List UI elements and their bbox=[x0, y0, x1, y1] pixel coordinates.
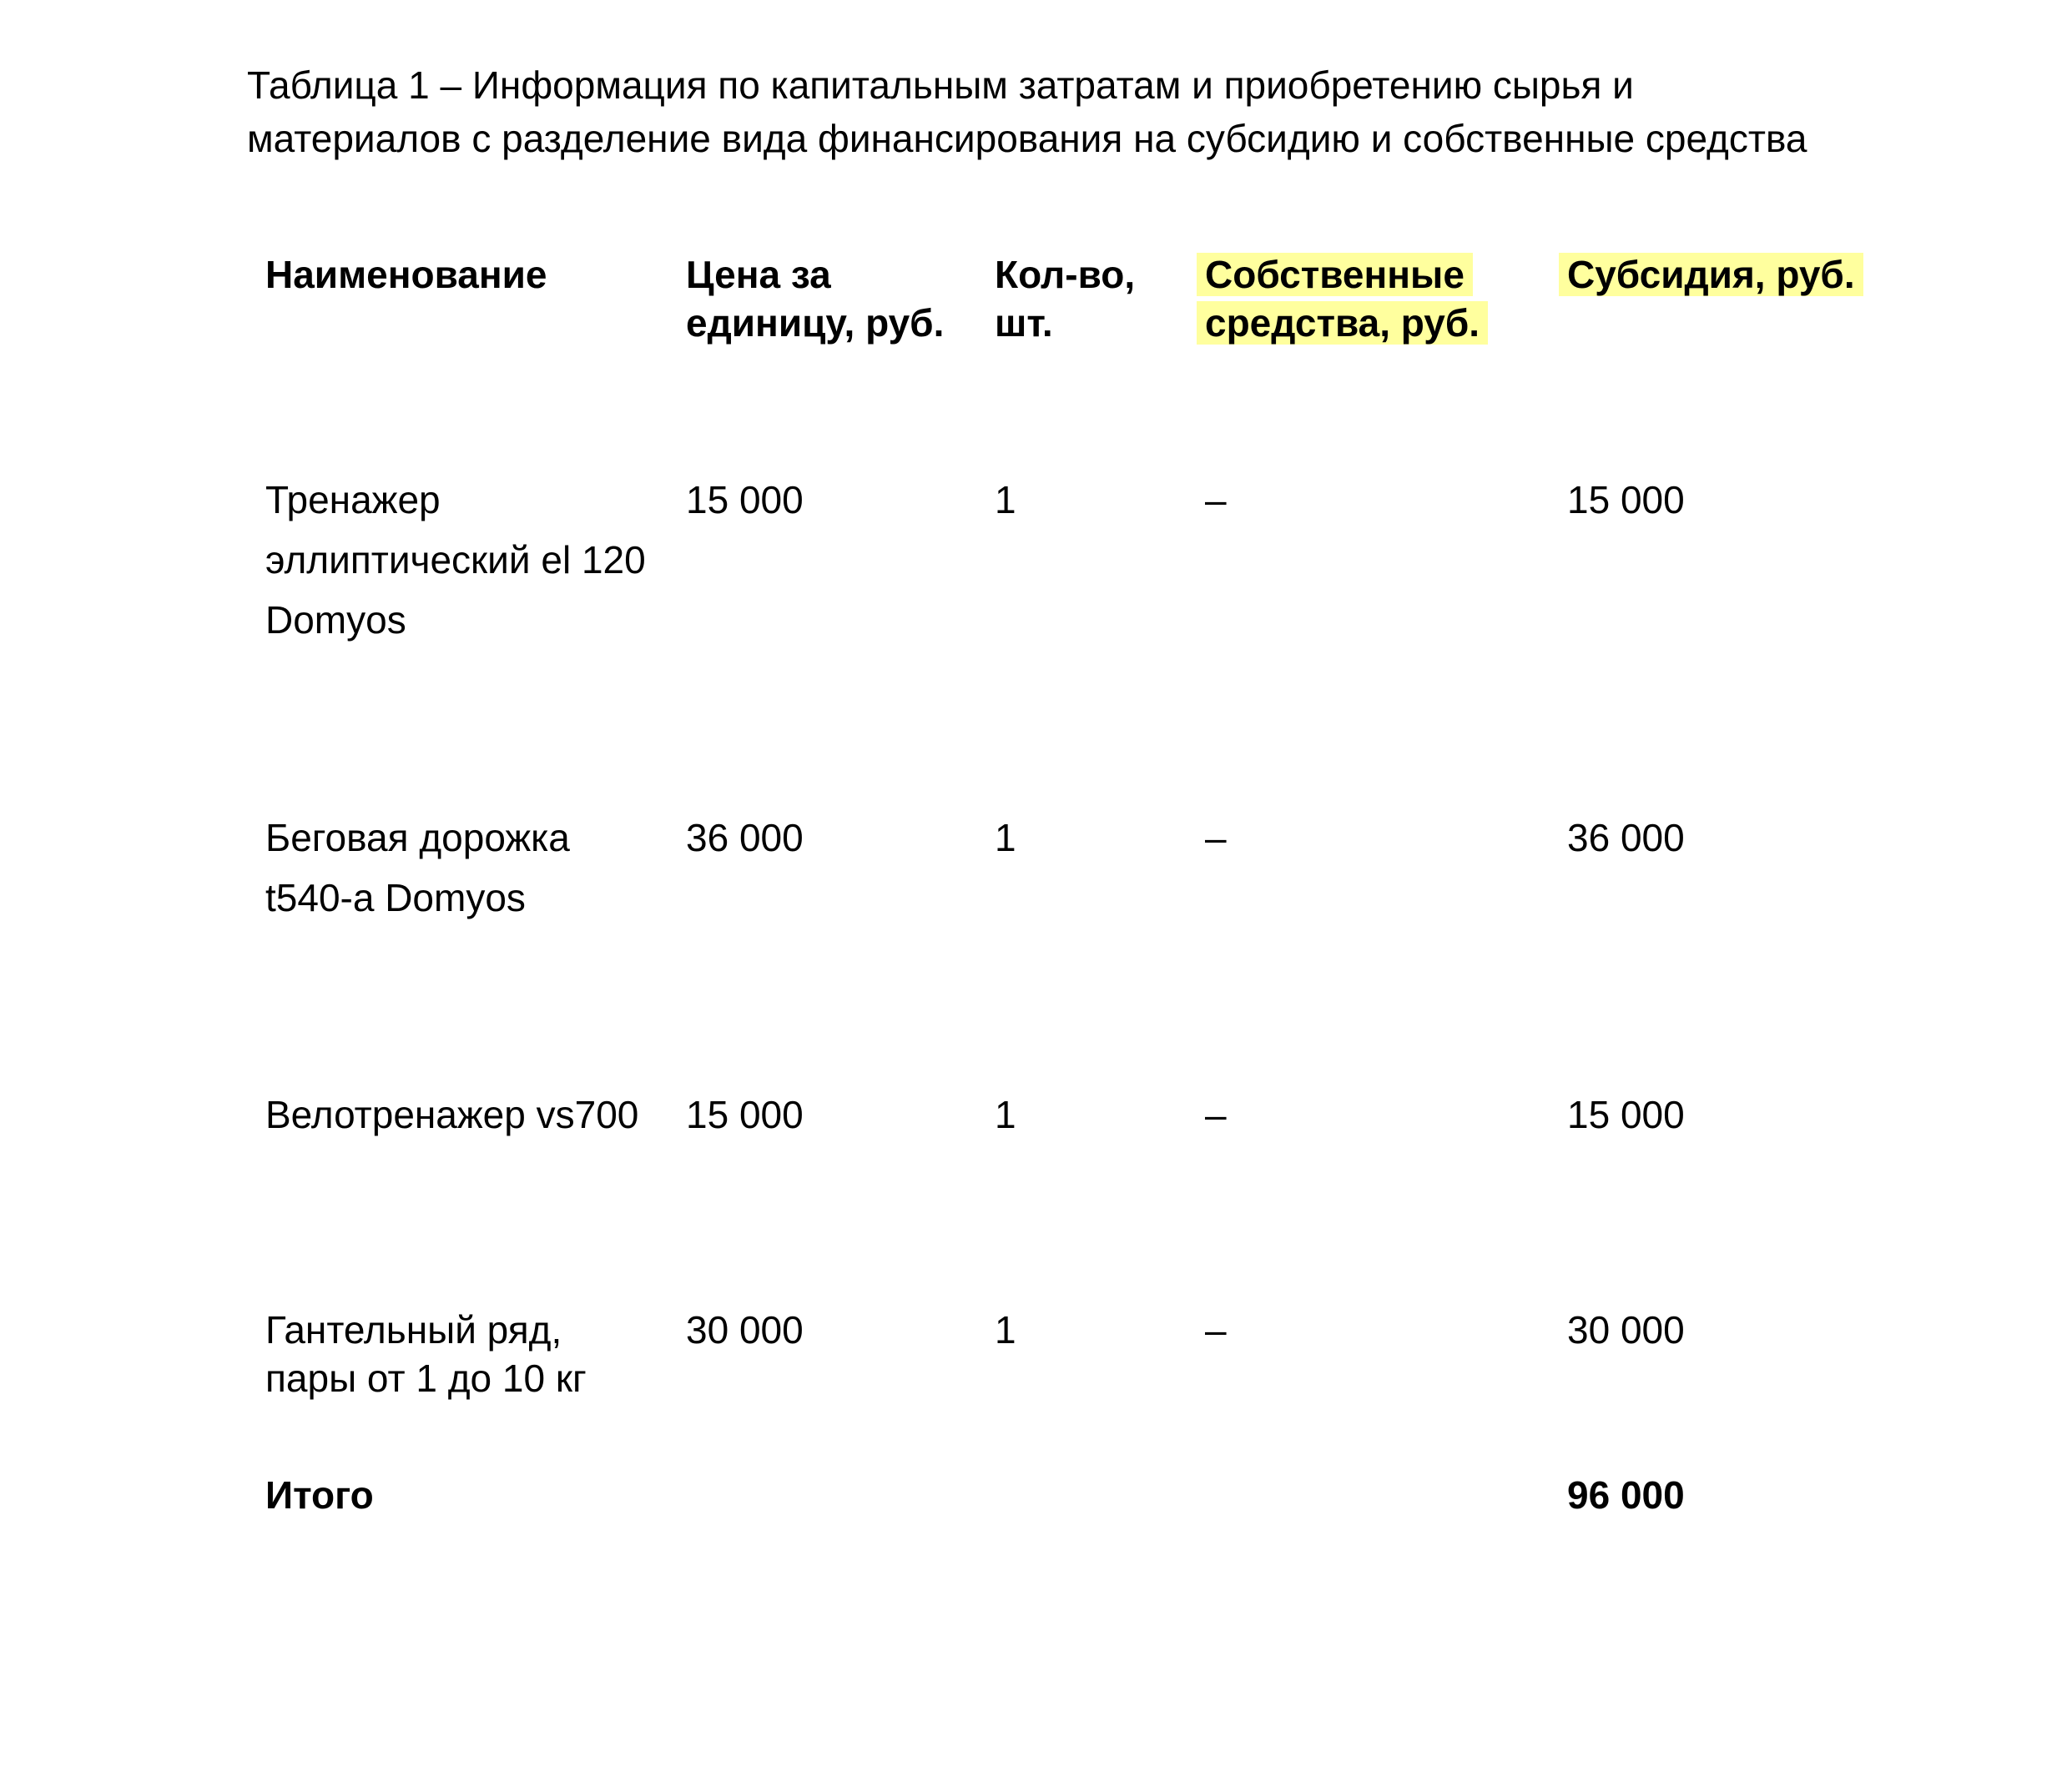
row-1-subsidy: 15 000 bbox=[1567, 478, 1685, 521]
row-4-name: Гантельный ряд, пары от 1 до 10 кг bbox=[265, 1308, 587, 1400]
total-label: Итого bbox=[265, 1473, 374, 1517]
row-2-subsidy: 36 000 bbox=[1567, 816, 1685, 859]
row-3-name: Велотренажер vs700 bbox=[265, 1093, 639, 1136]
row-2-name: Беговая дорожка t540-a Domyos bbox=[265, 816, 570, 919]
header-own-line-2: средства, руб. bbox=[1197, 301, 1488, 345]
row-1-price: 15 000 bbox=[686, 478, 804, 521]
row-2-own: – bbox=[1205, 816, 1227, 859]
row-4-qty: 1 bbox=[995, 1308, 1016, 1352]
row-3-subsidy: 15 000 bbox=[1567, 1093, 1685, 1136]
header-subsidy: Субсидия, руб. bbox=[1567, 250, 1863, 299]
row-4-subsidy: 30 000 bbox=[1567, 1308, 1685, 1352]
total-subsidy: 96 000 bbox=[1567, 1473, 1685, 1517]
header-own-funds bbox=[1205, 250, 1488, 347]
row-4-own: – bbox=[1205, 1308, 1227, 1352]
row-4-price: 30 000 bbox=[686, 1308, 804, 1352]
caption-line-2: материалов с разделение вида финансирования на субсидию и собственные средства bbox=[247, 117, 1807, 160]
row-1-name: Тренажер эллиптический el 120 Domyos bbox=[265, 478, 646, 642]
row-3-own: – bbox=[1205, 1093, 1227, 1136]
header-qty: Кол-во, шт. bbox=[995, 253, 1136, 345]
header-price: Цена за единицу, руб. bbox=[686, 253, 945, 345]
row-2-qty: 1 bbox=[995, 816, 1016, 859]
header-own-line-1: Собственные bbox=[1197, 253, 1473, 296]
row-1-own: – bbox=[1205, 478, 1227, 521]
row-3-price: 15 000 bbox=[686, 1093, 804, 1136]
table-caption bbox=[247, 58, 1916, 165]
caption-line-1: Таблица 1 – Информация по капитальным затратам и приобретению сырья и bbox=[247, 63, 1634, 107]
header-name: Наименование bbox=[265, 253, 547, 296]
row-1-qty: 1 bbox=[995, 478, 1016, 521]
row-2-price: 36 000 bbox=[686, 816, 804, 859]
row-3-qty: 1 bbox=[995, 1093, 1016, 1136]
